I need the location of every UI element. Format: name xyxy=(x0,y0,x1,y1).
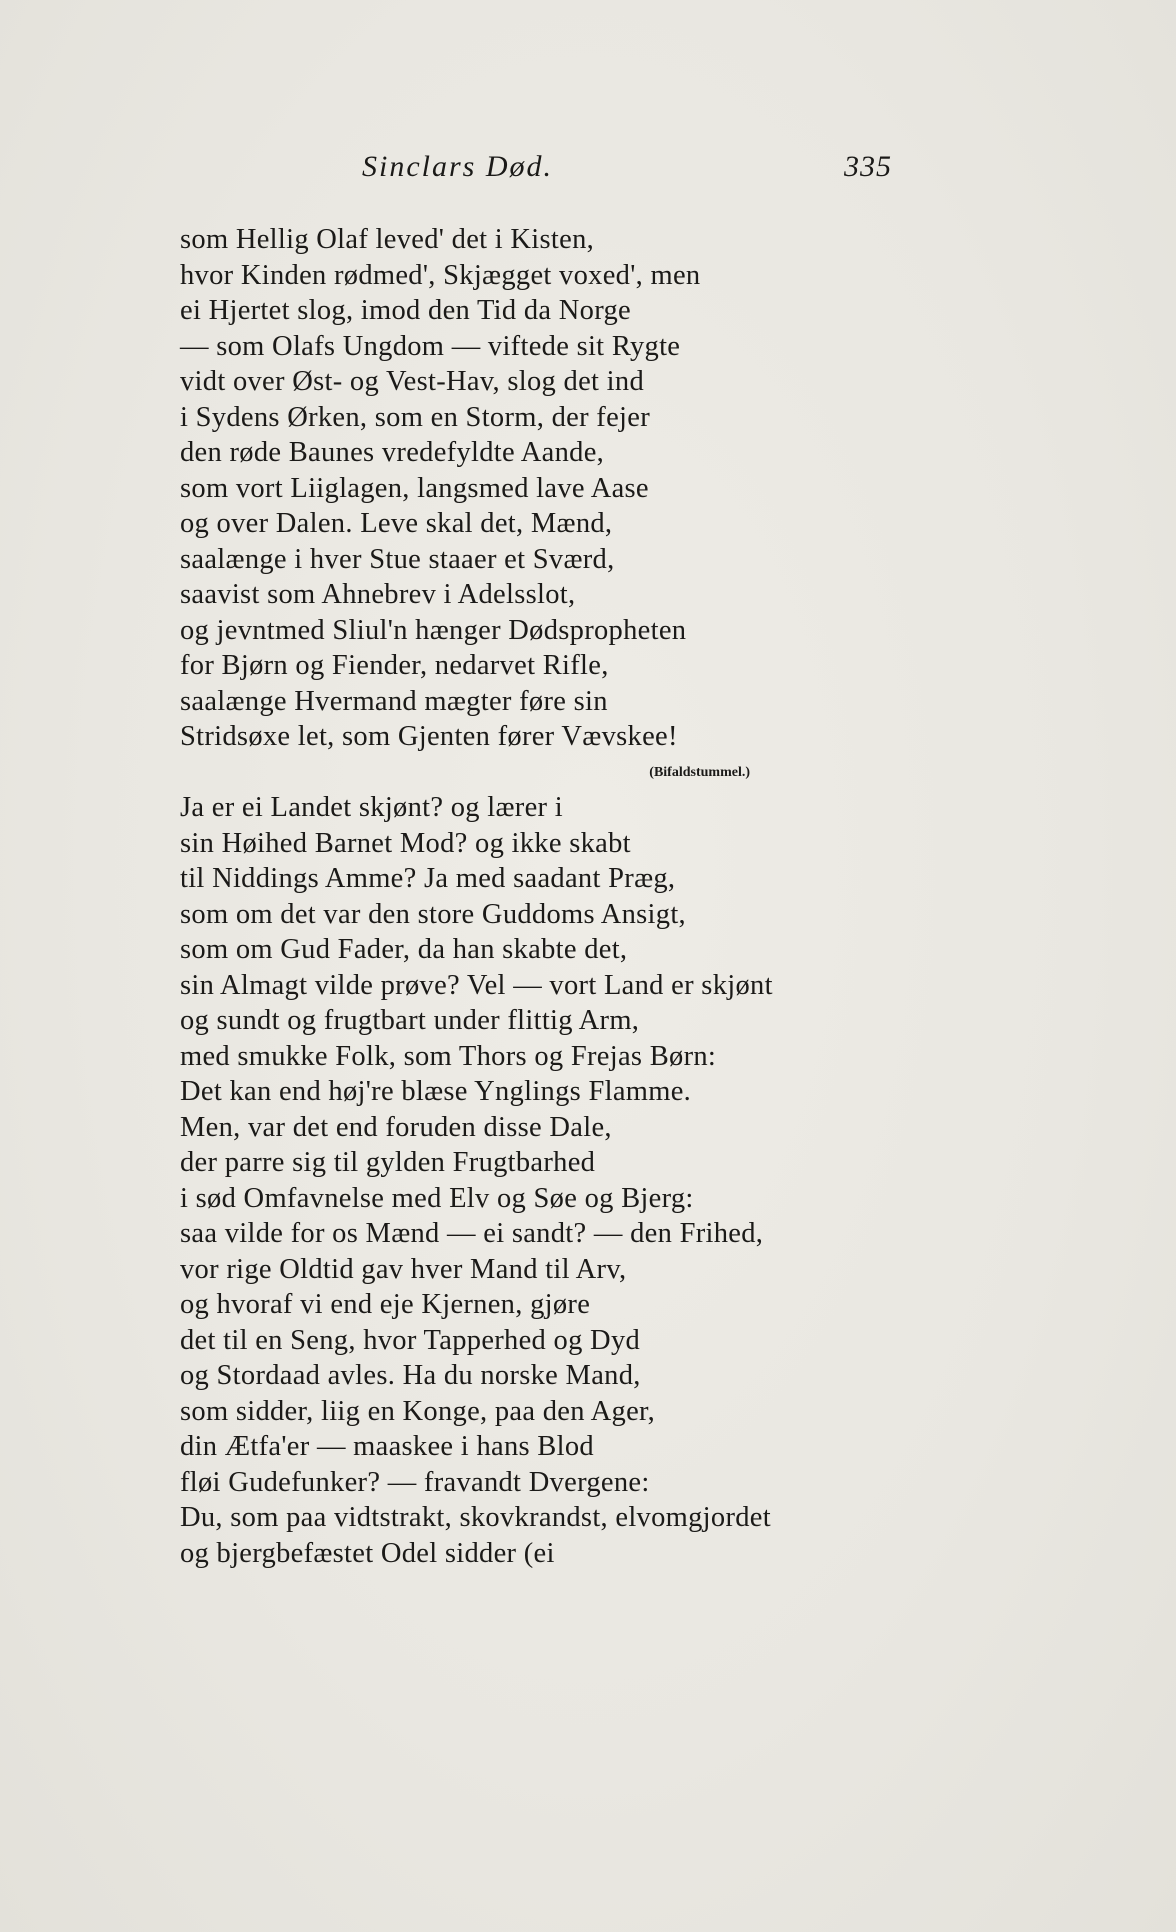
verse-line: vor rige Oldtid gav hver Mand til Arv, xyxy=(180,1253,627,1285)
verse-line: som om Gud Fader, da han skabte det, xyxy=(180,934,628,965)
verse-line: saavist som Ahnebrev i Adelsslot, xyxy=(180,579,576,610)
verse-line: Du, som paa vidtstrakt, skovkrandst, elvomgjordet xyxy=(180,1502,771,1533)
verse-line: og sundt og frugtbart under flittig Arm, xyxy=(180,1005,640,1036)
verse-line: Ja er ei Landet skjønt? og lærer i xyxy=(180,792,563,823)
verse-line: saa vilde for os Mænd — ei sandt? — den Frihed, xyxy=(180,1218,764,1249)
verse-line: og hvoraf vi end eje Kjernen, gjøre xyxy=(180,1289,591,1320)
verse-line: som Hellig Olaf leved' det i Kisten, xyxy=(180,224,595,255)
verse-line: der parre sig til gylden Frugtbarhed xyxy=(180,1147,596,1178)
verse-line: ei Hjertet slog, imod den Tid da Norge xyxy=(180,295,632,326)
verse-line: som sidder, liig en Konge, paa den Ager, xyxy=(180,1395,656,1427)
verse-line: vidt over Øst- og Vest-Hav, slog det ind xyxy=(180,366,644,397)
verse-line: som vort Liiglagen, langsmed lave Aase xyxy=(180,472,649,504)
running-title: Sinclars Død. xyxy=(362,150,553,183)
verse-line: saalænge Hvermand mægter føre sin xyxy=(180,685,608,717)
verse-line: hvor Kinden rødmed', Skjægget voxed', men xyxy=(180,259,701,291)
verse-line: i sød Omfavnelse med Elv og Søe og Bjerg: xyxy=(180,1182,694,1214)
verse-line: din Ætfa'er — maaskee i hans Blod xyxy=(180,1431,594,1462)
verse-line: med smukke Folk, som Thors og Frejas Børn: xyxy=(180,1040,717,1072)
verse-line: til Niddings Amme? Ja med saadant Præg, xyxy=(180,863,676,894)
stage-direction: (Bifaldstummel.) xyxy=(649,764,750,780)
verse-line: den røde Baunes vredefyldte Aande, xyxy=(180,437,605,468)
verse-line: og over Dalen. Leve skal det, Mænd, xyxy=(180,508,613,539)
verse-line: saalænge i hver Stue staaer et Sværd, xyxy=(180,543,615,575)
verse-line: sin Almagt vilde prøve? Vel — vort Land er skjønt xyxy=(180,969,773,1001)
verse-line: sin Høihed Barnet Mod? og ikke skabt xyxy=(180,827,631,859)
verse-line: og bjergbefæstet Odel sidder (ei xyxy=(180,1537,555,1569)
verse-line: i Sydens Ørken, som en Storm, der fejer xyxy=(180,401,650,433)
verse-line: for Bjørn og Fiender, nedarvet Rifle, xyxy=(180,650,609,681)
verse-line: det til en Seng, hvor Tapperhed og Dyd xyxy=(180,1324,641,1356)
page-number: 335 xyxy=(844,150,892,183)
verse-line: Men, var det end foruden disse Dale, xyxy=(180,1111,612,1143)
verse-line: fløi Gudefunker? — fravandt Dvergene: xyxy=(180,1466,650,1498)
verse-line: — som Olafs Ungdom — viftede sit Rygte xyxy=(180,330,681,362)
verse-text xyxy=(180,222,880,1571)
running-head xyxy=(0,150,1176,194)
verse-line: som om det var den store Guddoms Ansigt, xyxy=(180,898,686,930)
verse-line: Det kan end høj're blæse Ynglings Flamme. xyxy=(180,1076,692,1107)
verse-line: og jevntmed Sliul'n hænger Dødspropheten xyxy=(180,614,687,646)
verse-line: og Stordaad avles. Ha du norske Mand, xyxy=(180,1360,641,1391)
verse-line: Stridsøxe let, som Gjenten fører Vævskee! xyxy=(180,721,678,752)
